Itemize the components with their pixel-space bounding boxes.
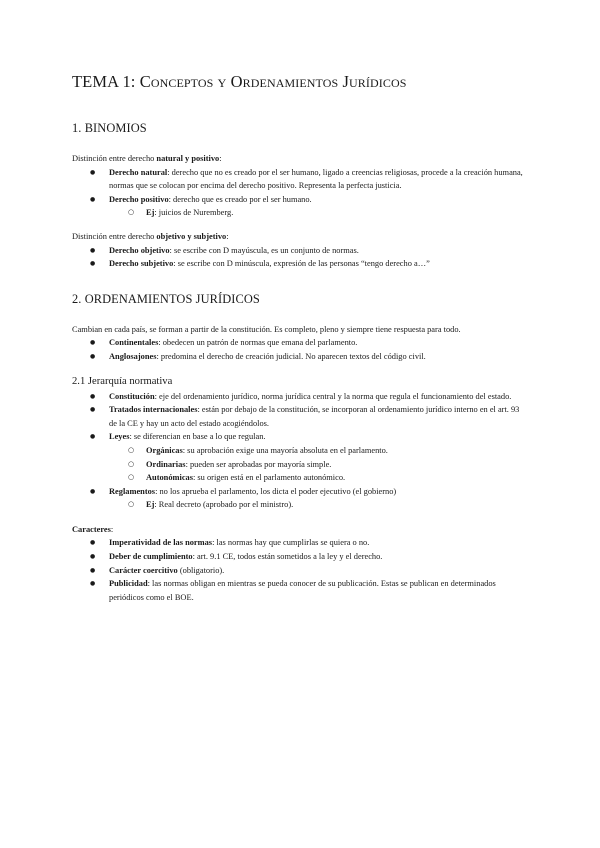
list-item: ● Leyes: se diferencian en base a lo que regulan. ○ Orgánicas: su aprobación exige una mayoría absoluta en el parlamento. ○ Ordinarias: pueden ser aprobadas por mayoría simple. ○ Autonómicas: su origen está en el parlamento autonómico. bbox=[72, 430, 528, 484]
sub-list-item: ○ Ej: Real decreto (aprobado por el ministro). bbox=[72, 498, 528, 512]
natural-positive-list bbox=[72, 166, 528, 220]
sub-list-item: ○ Ordinarias: pueden ser aprobadas por mayoría simple. bbox=[72, 458, 528, 472]
list-item: ● Carácter coercitivo (obligatorio). bbox=[72, 564, 528, 578]
list-item: ● Derecho objetivo: se escribe con D mayúscula, es un conjunto de normas. bbox=[72, 244, 528, 258]
characters-label: Caracteres: bbox=[72, 524, 114, 534]
list-item: ● Constitución: eje del ordenamiento jurídico, norma jurídica central y la norma que regula el funcionamiento del estado. bbox=[72, 390, 528, 404]
sub-list-item: ○ Autonómicas: su origen está en el parlamento autonómico. bbox=[72, 471, 528, 485]
legal-systems-list bbox=[72, 336, 528, 363]
title-main: Conceptos y Ordenamientos Jurídicos bbox=[139, 72, 407, 91]
characters-list bbox=[72, 536, 528, 604]
natural-positive-intro: Distinción entre derecho natural y positivo: bbox=[72, 154, 222, 163]
title-prefix: TEMA 1: bbox=[72, 72, 140, 91]
sub-list-item: ○ Orgánicas: su aprobación exige una mayoría absoluta en el parlamento. bbox=[72, 444, 528, 458]
document-title bbox=[72, 72, 528, 92]
list-item: ● Reglamentos: no los aprueba el parlamento, los dicta el poder ejecutivo (el gobierno) ○ Ej: Real decreto (aprobado por el ministro). bbox=[72, 485, 528, 512]
list-item: ● Continentales: obedecen un patrón de normas que emana del parlamento. bbox=[72, 336, 528, 350]
section-1-heading: 1. BINOMIOS bbox=[72, 121, 147, 135]
objective-subjective-intro: Distinción entre derecho objetivo y subjetivo: bbox=[72, 231, 229, 241]
list-item: ● Imperatividad de las normas: las normas hay que cumplirlas se quiera o no. bbox=[72, 536, 528, 550]
section-2-intro: Cambian en cada país, se forman a partir de la constitución. Es completo, pleno y siempre tiene respuesta para todo. bbox=[72, 324, 461, 334]
list-item: ● Derecho natural: derecho que no es creado por el ser humano, ligado a creencias religiosas, procede a la creación humana, normas que se colocan por encima del derecho positivo. Representa la perfecta justicia. bbox=[72, 166, 528, 193]
list-item: ● Derecho subjetivo: se escribe con D minúscula, expresión de las personas “tengo derecho a…” bbox=[72, 257, 528, 271]
document-page bbox=[72, 72, 528, 604]
list-item: ● Deber de cumplimiento: art. 9.1 CE, todos están sometidos a la ley y el derecho. bbox=[72, 550, 528, 564]
section-2-heading: 2. ORDENAMIENTOS JURÍDICOS bbox=[72, 291, 260, 306]
sub-list-item: ○ Ej: juicios de Nuremberg. bbox=[72, 206, 528, 220]
subsection-heading: 2.1 Jerarquía normativa bbox=[72, 375, 173, 387]
hierarchy-list bbox=[72, 390, 528, 512]
list-item: ● Anglosajones: predomina el derecho de creación judicial. No aparecen textos del código civil. bbox=[72, 350, 528, 364]
list-item: ● Tratados internacionales: están por debajo de la constitución, se incorporan al ordenamiento jurídico interno en el art. 93 de la CE y hay un acto del estado acogiéndolos. bbox=[72, 403, 528, 430]
list-item: ● Derecho positivo: derecho que es creado por el ser humano. ○ Ej: juicios de Nuremberg. bbox=[72, 193, 528, 220]
objective-subjective-list bbox=[72, 244, 528, 271]
list-item: ● Publicidad: las normas obligan en mientras se pueda conocer de su publicación. Estas se publican en determinados periódicos como el BOE. bbox=[72, 577, 528, 604]
